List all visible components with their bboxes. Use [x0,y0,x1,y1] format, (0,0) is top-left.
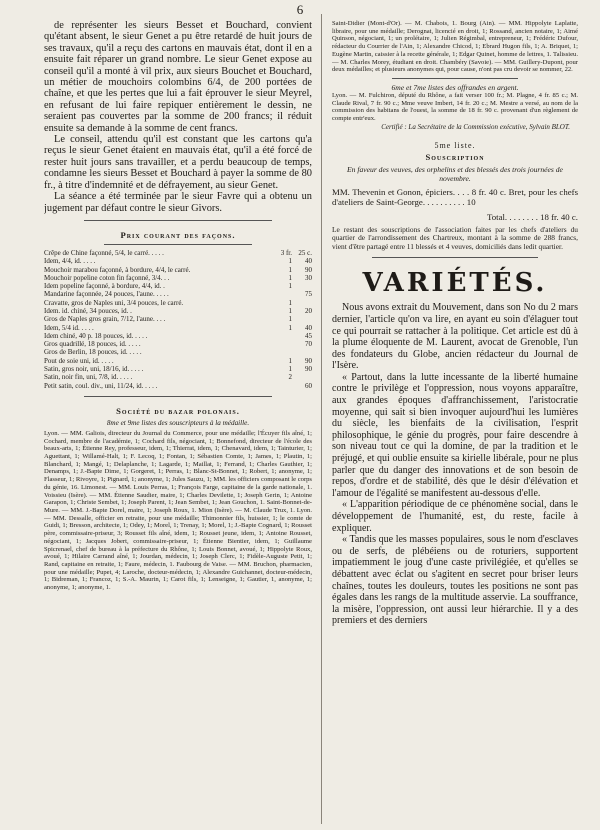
certification-signature: Certifié : La Secrétaire de la Commission exécutive, Sylvain BLOT. [381,122,570,131]
price-item: Gros de Naples gros grain, 7/12, l'aune. . . . [44,315,166,324]
left-column [44,20,312,820]
price-item: Mouchoir marabou façonné, à bordure, 4/4, le carré. [44,265,191,274]
price-francs: 1 [288,298,292,307]
price-item: Idem popeline façonné, à bordure, 4/4, id. . [44,282,165,291]
price-row [44,257,312,265]
price-item: Cravatte, gros de Naples uni, 3/4 pouces, le carré. [44,298,184,307]
price-item: Pout de soie uni, id. . . . . [44,356,114,365]
total-line: Total. . . . . . . . 18 fr. 40 c. [486,211,578,222]
section-rule [84,220,272,221]
price-centimes: 45 [305,331,312,340]
price-row [44,382,312,390]
price-centimes [294,282,312,290]
price-item: Crêpe de Chine façonné, 5/4, le carré. . . . . [44,248,164,257]
price-centimes [294,315,312,323]
price-centimes: 90 [305,265,312,274]
price-centimes: 40 [305,323,312,332]
prix-courant-heading: Prix courant des façons. [120,229,236,240]
varietes-paragraph: « L'apparition périodique de ce phénomène social, dans le développement de l'humanité, est, du reste, facile à expliquer. [332,499,578,534]
price-francs: 1 [288,356,292,365]
price-francs: 1 [288,323,292,332]
page-number: 6 [296,2,304,17]
price-centimes: 25 c. [298,248,312,257]
price-item: Mandarine façonnée, 24 pouces, l'aune. . . . . [44,290,169,299]
price-row [44,324,312,332]
price-centimes: 90 [305,365,312,374]
varietes-heading: VARIÉTÉS. [362,268,548,299]
price-centimes [294,299,312,307]
price-francs: 1 [288,315,292,324]
price-centimes: 90 [305,356,312,365]
section-rule [392,78,518,79]
price-francs [274,332,294,340]
price-francs: 1 [288,365,292,374]
price-item: Satin, gros noir, uni, 18/16, id. . . . . [44,365,144,374]
bazar-list: Lyon. — MM. Galiois, directeur du Journal du Commerce, pour une médaille; l'Écuyer fils aîné, 1; Cochard, membre de l'académie, 1; Cochard fils, négociant, 1; Bonnefond, directeur de l'école des beaux-arts, 1; Étienne Rey, professeur, idem, 1; Thierrat, idem, 1; Chenavard, idem, 1; Tainturier, 1; Aguettant, 1; Willamé-Halt, 1; F. Lecoq, 1; Fontan, 1; Sébastien Comte, 1; James, 1; Plautin, 1; Blanchard, 1; Mangé, 1; Delaplanche, 1; Lagarde, 1; Maillat, 1; Ferrand, 1; Charles Gauthier, 1; Denamps, 1; J.-Bapte Dime, 1; Gorgeret, 1; Perras, 1; Blanc-St-Bonnet, 1; Robert, 1; anonyme, 1; Flasseur, 1; Rivoyre, 1; Pignard, 1; anonyme, 1; Jules Sauzu, 1; MM. les officiers composant le corps du génie, 16. Limonest. — MM. Louis Perras, 1; François Farge, capitaine de la garde nationale, 1. Voissieu (Isère). — MM. Étienne Saudier, maire, 1; Charles Devilette, 1; Joseph Gerin, 1; Antoine Garapon, 1; Christe Sembet, 1; Joseph Parent, 1; Jean Sembet, 1; Jean Gouchon, 1. Saint-Bonnet-de-Mure. — MM. J.-Bapte Dorel, maire, 1; Joseph Roux, 1. Mion (Isère). — M. Claude Trux, 1. Lyon. — MM. Dessalle, officier en retraite, pour une médaille; Thimonnier fils, huissier, 1; le comte de Guidi, 1; Bresson, architecte, 1; Odey, 1; Morel, 1; Trenay, 1; Morel, 1; J.-Bapte Cognard, 1; Rousset père, commissaire-priseur, 3; Rousset fils aîné, idem, 1; Rousset jeune, idem, 1; Antoine Rousset, négociant, 1; Jacques Jobert, commissaire-priseur, 1; Étienne Bientier, idem, 1; Guillaume Spicrenael, chef de bureau à la préfecture du Rhône, 1; Louis Bonnet, avoué, 1; Hippolyte Roux, avoué, 1; Hilaire Carrand aîné, 1; Jourdan, médecin, 1; Joseph Clerc, 1; Fidèle-Auguste Petit, 1; Rand, capitaine en retraite, 1; Faure, médecin, 1. Faubourg de Vaise. — MM. Bruchon, pharmacien, pour une médaille; Pupet, 4; Laroche, docteur-médecin, 1; Alexandre Guichannet, docteur-médecin, 1; Bidreman, 1; Francoz, 1; S.-A. Maurin, 1; Carot fils, 1; Lenseigne, 1; Gautier, 1, anonyme, 1; anonyme, 1; anonyme, 1. [44,429,312,592]
subscriber-list-continued: Saint-Didier (Mont-d'Or). — M. Chabois, 1. Bourg (Ain). — MM. Hippolyte Laplatte, libraire, pour une médaille; Derognat, licencié en droit, 1; Rossand, ancien notaire, 1; Aimé Quinson, négociant, 1; un prolétaire, 1; Julien Régimbal, entrepreneur, 1; Frédéric Dufour, rédacteur du Courrier de l'Ain, 1; Alexandre Chicod, 1; Ebrard Hugon fils, 1; A. Briquet, 1; Eugène Martin, caissier à la recette générale, 1; Edgar Quinet, homme de lettres, 1. Talissieu. — M. Charles Morey, étudiant en droit. Chambéry (Savoie). — MM. Guillery-Dupont, pour deux médailles; et plusieurs anonymes qui, pour cause, n'ont pas cru devoir se nommer, 22. [332,20,578,74]
price-francs: 1 [288,306,292,315]
price-table [44,249,312,390]
price-item: Satin, noir fin, uni, 7/8, id. . . . . [44,373,133,382]
price-francs: 1 [288,257,292,266]
price-item: Idem, 4/4, id. . . . . [44,257,96,266]
price-row [44,315,312,323]
price-centimes: 30 [305,273,312,282]
souscription-subtitle: En faveur des veuves, des orphelins et des blessés des trois journées de novembre. [347,164,563,183]
price-centimes [294,348,312,356]
restant-paragraph: Le restant des souscriptions de l'association faites par les chefs d'ateliers du quartier de l'arrondissement des Chartreux, montant à la somme de 288 francs, vient d'être partagé entre 11 blessés et 4 veuves, domiciliés dans ledit quartier. [332,224,578,251]
price-centimes: 60 [305,381,312,390]
price-centimes: 75 [305,290,312,299]
price-row [44,365,312,373]
price-row [44,249,312,257]
price-item: Idem, 5/4 id. . . . . [44,323,94,332]
price-item: Gros de Berlin, 18 pouces, id. . . . . [44,348,142,357]
intro-paragraph: Le conseil, attendu qu'il est constant que les cartons qu'a reçus le sieur Genet étaient en mauvais état, qu'il a été forcé de rester huit jours sans travailler, et a perdu beaucoup de temps, condamne les sieurs Besset et Bouchard à payer la somme de 80 fr., à titre d'indemnité et de défrayement, au sieur Genet. [44,134,312,191]
price-francs: 2 [288,373,292,382]
price-row [44,266,312,274]
offrandes-list: Lyon. — M. Fulchiron, député du Rhône, a fait verser 100 fr.; M. Plagne, 4 fr. 85 c.; M. Claude Rival, 7 fr. 90 c.; Mme veuve Imbert, 14 fr. 20 c.; M. Mestre a versé, au nom de la commission des habitans de l'ouest, la somme de 18 fr. 90 c. provenant d'un règlement de compte entr'eux. [332,91,578,123]
intro-paragraph: La séance a été terminée par le sieur Favre qui a obtenu un jugement par défaut contre le sieur Givors. [44,191,312,214]
right-column [332,20,578,820]
price-item: Petit satin, coul. div., uni, 11/24, id. . . . . [44,381,158,390]
price-row [44,373,312,381]
price-item: Idem chiné, 40 p. 18 pouces, id. . . . . [44,331,148,340]
price-row [44,307,312,315]
intro-paragraph: de représenter les sieurs Besset et Bouchard, convient qu'étant absent, le sieur Genet a pu être retardé de huit jours de ses travaux, qu'il a reçu des cartons en mauvais état, dont il en a ensuite fait réparer un grand nombre. Le sieur Genet expose au conseil qu'il a monté à vil prix, aux sieurs Bouchet et Bouchard, un métier de mouchoirs colombins 6/4, de 200 portées de chaîne, et que les pertes que lui a fait éprouver le sieur Meyrel, en refusant de lui faire repiquer entièrement le dessin, ne seraient pas couvertes par la somme de 200 francs; il réduit ensuite sa demande à la somme de cent francs. [44,20,312,134]
varietes-paragraph: « Tandis que les masses populaires, sous le nom d'esclaves ou de serfs, de plébéiens ou de roturiers, supportent impatiemment le joug d'une caste privilégiée, et qu'elles se débattent avec éclat ou s'agitent en secret pour briser leurs chaînes, toutes les douleurs, toutes les positions ne sont pas égales dans les rangs de la multitude asservie. La souffrance, la misère, l'oppression, ont aussi leur hiérarchie. Il y a des premiers et des derniers [332,534,578,627]
price-row [44,274,312,282]
price-francs: 1 [288,282,292,291]
price-francs [274,348,294,356]
varietes-paragraph: « Partout, dans la lutte incessante de la liberté humaine contre le privilège et l'oppression, nous voyons apparaître, aux grandes époques d'affranchissement, l'aristocratie moyenne, qui sait si bien invoquer aujourd'hui les lumières du siècle, les bienfaits de la civilisation, l'esprit philosophique, le génie du progrès, pour faire descendre à son niveau tout ce qui la domine, de par la tradition et le préjugé, et qui oublie ensuite sa kirielle libérale, pour ne plus parler que du danger des innovations et de son besoin de repos, d'ordre et de stabilité, dès que le désir d'élévation et l'amour de l'égalité se manifestent au-dessous d'elle. [332,371,578,499]
offrandes-heading: 6me et 7me listes des offrandes en argent. [391,82,519,92]
column-divider [321,14,322,824]
price-row [44,357,312,365]
price-row [44,299,312,307]
price-item: Mouchoir popeline coton fin façonné, 3/4. . . [44,273,170,282]
price-francs [274,290,294,298]
price-centimes: 70 [305,340,312,349]
section-rule [84,396,272,397]
price-centimes: 20 [305,306,312,315]
bazar-subtitle: 8me et 9me listes des souscripteurs à la médaille. [106,418,250,427]
price-row [44,348,312,356]
section-rule [104,244,252,245]
price-centimes [294,373,312,381]
price-francs [274,382,294,390]
price-row [44,282,312,290]
souscription-heading: Souscription [425,151,485,162]
price-row [44,332,312,340]
donor-lines: MM. Thevenin et Gonon, épiciers. . . . 8 fr. 40 c. Bret, pour les chefs d'ateliers de Saint-George. . . . . . . . . . 10 [332,186,578,208]
section-rule [372,257,538,258]
price-row [44,340,312,348]
price-francs: 1 [288,273,292,282]
price-item: Gros quadrillé, 18 pouces, id. . . . . [44,340,141,349]
price-francs: 3 fr. [280,248,292,257]
list-number: 5me liste. [434,140,476,150]
bazar-heading: Société du bazar polonais. [116,405,240,416]
price-centimes: 40 [305,257,312,266]
price-row [44,290,312,298]
price-francs: 1 [288,265,292,274]
price-item: Idem. id. chiné, 34 pouces, id. . [44,306,132,315]
varietes-paragraph: Nous avons extrait du Mouvement, dans son No du 2 mars dernier, l'article qu'on va lire, en ayant eu soin d'élaguer tout ce qui pourrait se rattacher à la politique. Cet article est dû à la plume éloquente de M. Laurent, avocat de Grenoble, l'un des fondateurs du Globe, ancien rédacteur du Journal de l'Isère. [332,302,578,372]
price-francs [274,340,294,348]
